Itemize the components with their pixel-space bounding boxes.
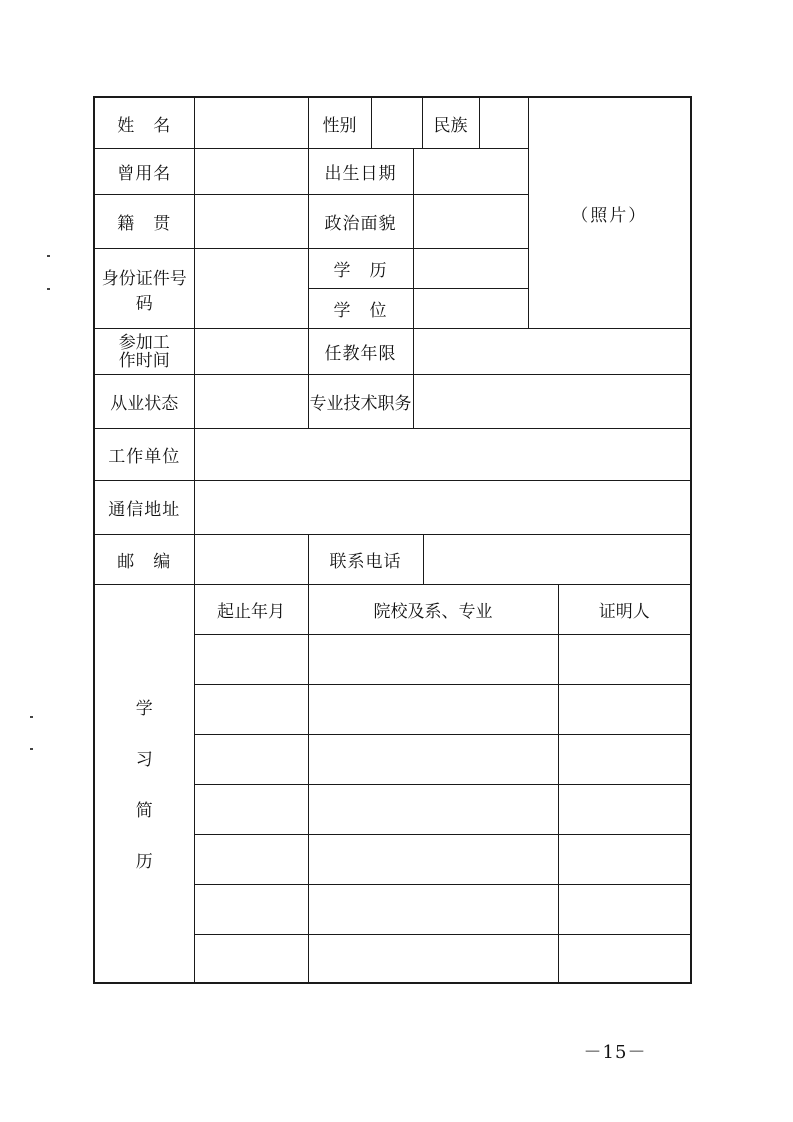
study-school-cell[interactable] [308, 935, 558, 983]
name-field[interactable] [194, 97, 308, 149]
scan-speck [30, 716, 33, 718]
postcode-label: 邮 编 [94, 535, 194, 585]
native-place-field[interactable] [194, 195, 308, 249]
work-start-label-text: 参加工作时间 [118, 332, 170, 371]
id-number-field[interactable] [194, 249, 308, 329]
address-field[interactable] [194, 481, 691, 535]
study-witness-cell[interactable] [558, 935, 691, 983]
study-witness-cell[interactable] [558, 835, 691, 885]
study-school-header: 院校及系、专业 [308, 585, 558, 635]
study-school-cell[interactable] [308, 785, 558, 835]
gender-ethnicity-cell [308, 97, 528, 149]
scan-speck [47, 255, 50, 257]
study-period-cell[interactable] [194, 785, 308, 835]
study-period-cell[interactable] [194, 635, 308, 685]
study-witness-cell[interactable] [558, 635, 691, 685]
degree-field[interactable] [413, 289, 528, 329]
scan-speck [30, 748, 33, 750]
page-number: －15－ [583, 1042, 647, 1063]
name-label: 姓 名 [94, 97, 194, 149]
gender-label: 性别 [309, 98, 372, 148]
professional-title-field[interactable] [413, 375, 691, 429]
study-witness-cell[interactable] [558, 735, 691, 785]
photo-placeholder[interactable]: （照片） [528, 97, 691, 329]
address-label: 通信地址 [94, 481, 194, 535]
work-unit-label: 工作单位 [94, 429, 194, 481]
native-place-label: 籍 贯 [94, 195, 194, 249]
birth-date-label: 出生日期 [308, 149, 413, 195]
political-status-label: 政治面貌 [308, 195, 413, 249]
study-witness-cell[interactable] [558, 685, 691, 735]
employment-status-field[interactable] [194, 375, 308, 429]
form-table [93, 96, 692, 984]
study-period-cell[interactable] [194, 835, 308, 885]
study-witness-cell[interactable] [558, 885, 691, 935]
study-witness-header: 证明人 [558, 585, 691, 635]
education-field[interactable] [413, 249, 528, 289]
study-history-char-1: 学 [135, 699, 153, 720]
teaching-years-field[interactable] [413, 329, 691, 375]
study-school-cell[interactable] [308, 635, 558, 685]
work-unit-field[interactable] [194, 429, 691, 481]
employment-status-label: 从业状态 [94, 375, 194, 429]
study-history-char-4: 历 [135, 852, 153, 873]
study-period-cell[interactable] [194, 685, 308, 735]
study-period-cell[interactable] [194, 885, 308, 935]
study-school-cell[interactable] [308, 735, 558, 785]
work-start-label [94, 329, 194, 375]
work-start-field[interactable] [194, 329, 308, 375]
study-witness-cell[interactable] [558, 785, 691, 835]
ethnicity-label: 民族 [422, 98, 479, 148]
former-name-label: 曾用名 [94, 149, 194, 195]
phone-label: 联系电话 [308, 535, 423, 585]
gender-field[interactable] [371, 98, 422, 148]
study-history-label [94, 585, 194, 983]
former-name-field[interactable] [194, 149, 308, 195]
study-school-cell[interactable] [308, 885, 558, 935]
scan-speck [47, 288, 50, 290]
postcode-field[interactable] [194, 535, 308, 585]
study-period-cell[interactable] [194, 935, 308, 983]
ethnicity-field[interactable] [479, 98, 528, 148]
study-history-char-2: 习 [135, 750, 153, 771]
phone-field[interactable] [423, 535, 691, 585]
study-period-cell[interactable] [194, 735, 308, 785]
id-number-label: 身份证件号码 [94, 249, 194, 329]
teaching-years-label: 任教年限 [308, 329, 413, 375]
study-period-header: 起止年月 [194, 585, 308, 635]
professional-title-label: 专业技术职务 [308, 375, 413, 429]
political-status-field[interactable] [413, 195, 528, 249]
registration-form [93, 96, 690, 984]
education-label: 学 历 [308, 249, 413, 289]
study-school-cell[interactable] [308, 835, 558, 885]
study-history-char-3: 简 [135, 801, 153, 822]
degree-label: 学 位 [308, 289, 413, 329]
birth-date-field[interactable] [413, 149, 528, 195]
study-school-cell[interactable] [308, 685, 558, 735]
